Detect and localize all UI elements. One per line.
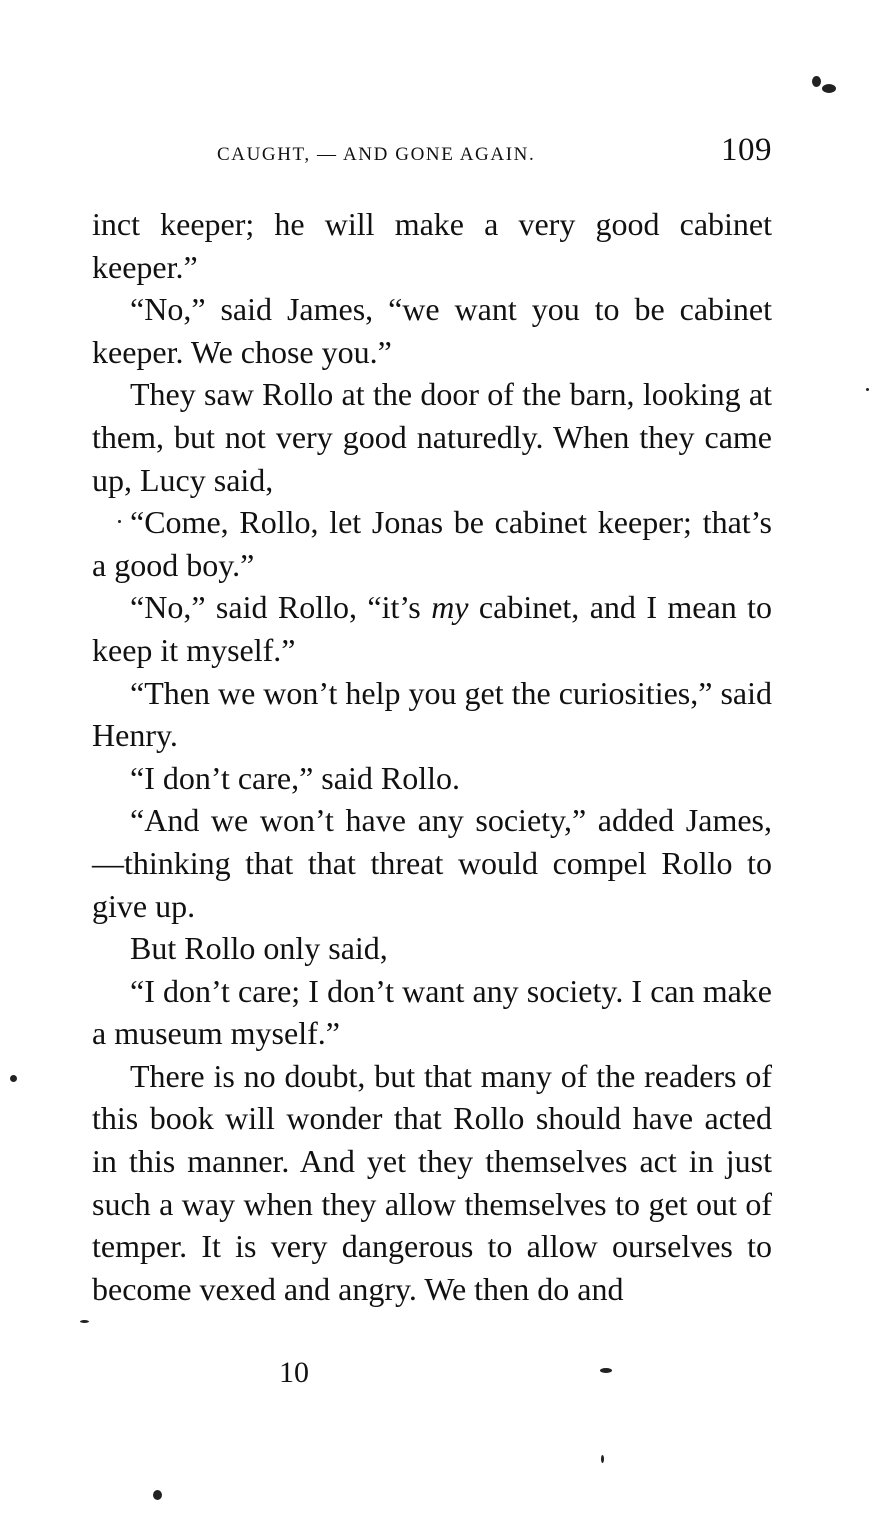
paragraph: “No,” said Rollo, “it’s my cabinet, and I mean to keep it myself.” (92, 589, 773, 668)
page-header (92, 132, 772, 176)
ink-speck (822, 84, 836, 93)
running-title: CAUGHT, — AND GONE AGAIN. (217, 144, 536, 165)
ink-speck (600, 1368, 612, 1373)
ink-speck (118, 520, 121, 523)
paragraph: There is no doubt, but that many of the readers of this book will wonder that Rollo should have acted in this manner. And yet they themselves act in just such a way when they allow themselves to get out of temper. It is very dangerous to allow ourselves to become vexed and angry. We then do and (92, 1057, 772, 1307)
paragraph: They saw Rollo at the door of the barn, looking at them, but not very good naturedly. When they came up, Lucy said, (92, 376, 772, 498)
paragraph: inct keeper; he will make a very good cabinet keeper.” (92, 206, 772, 285)
emphasis: my (431, 589, 469, 626)
paragraph: “And we won’t have any society,” added James,—thinking that that threat would compel Rollo to give up. (92, 802, 772, 924)
ink-speck (812, 76, 821, 87)
paragraph: “Come, Rollo, let Jonas be cabinet keeper; that’s a good boy.” (92, 504, 772, 583)
page-number: 109 (721, 132, 772, 168)
ink-speck (153, 1490, 162, 1500)
ink-speck (866, 388, 869, 391)
paragraph: “Then we won’t help you get the curiosities,” said Henry. (92, 674, 772, 754)
body-text (92, 203, 772, 1310)
paragraph: “No,” said James, “we want you to be cabinet keeper. We chose you.” (92, 291, 772, 370)
paragraph: “I don’t care,” said Rollo. (130, 759, 460, 796)
ink-speck (80, 1320, 89, 1323)
paragraph: “I don’t care; I don’t want any society. I can make a museum myself.” (92, 972, 772, 1052)
signature-mark: 10 (279, 1356, 309, 1389)
paragraph: But Rollo only said, (130, 930, 388, 967)
ink-speck (10, 1075, 17, 1082)
ink-speck (601, 1455, 604, 1463)
